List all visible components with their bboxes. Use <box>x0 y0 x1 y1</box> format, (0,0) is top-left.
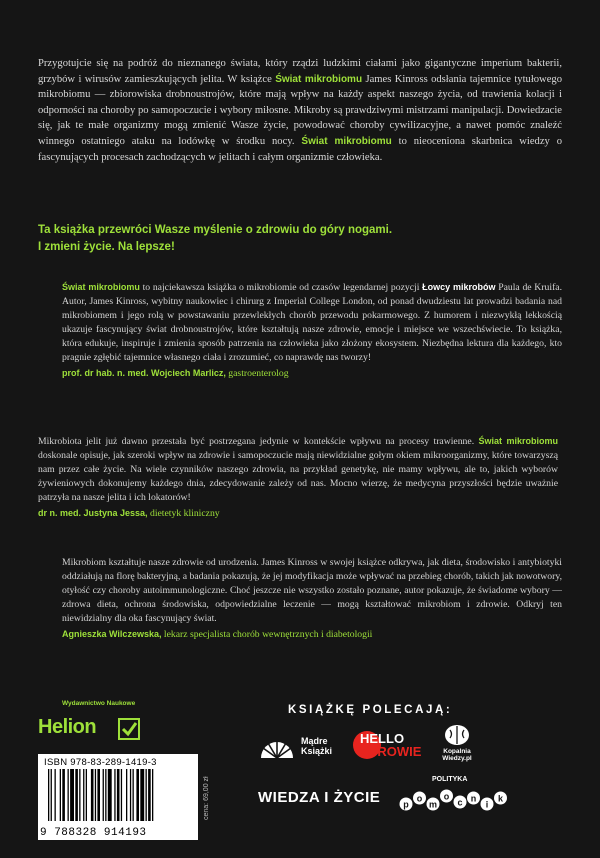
tagline-line-2: I zmieni życie. Na lepsze! <box>38 241 175 253</box>
quote-attribution <box>38 506 558 521</box>
svg-text:k: k <box>497 793 504 804</box>
tagline <box>38 222 562 256</box>
barcode-bar <box>60 769 61 821</box>
pomocnik-letter-badge <box>427 798 440 811</box>
quote-text: Mikrobiom kształtuje nasze zdrowie od urodzenia. James Kinross w swojej książce odkrywa, jak dieta, środowisko i antybiotyki oddziałują na florę bakteryjną, a badania pokazują, że jej modyfikacja może wpływać na przebieg chorób, takich jak nowotwory, otyłość czy choroby autoimmunologiczne. Choć jeszcze nie wszystko zostało poznane, autor pokazuje, że świadome wybory — zdrowa dieta, ochrona środowiska, odpowiedzialne leczenie — mogą kształtować mikrobiom i zdrowie. Odkryj ten niewidzialny dla oka fascynujący świat. <box>62 557 562 624</box>
pomocnik-letter-badge <box>454 796 467 809</box>
pomocnik-letter-badge <box>467 792 480 805</box>
logo-hello-zdrowie <box>352 728 424 764</box>
quote-text: to najciekawsza książka o mikrobiomie od czasów legendarnej pozycji <box>142 282 420 293</box>
publisher-name: Helion <box>38 716 97 738</box>
barcode-bar <box>108 769 112 821</box>
pomocnik-letter-badge <box>440 790 453 803</box>
ean-number: 9 788328 914193 <box>40 827 147 839</box>
publisher-subtitle: Wydawnictwo Naukowe <box>62 700 136 707</box>
logo-kopalnia-wiedzy <box>432 724 482 768</box>
barcode-bar <box>130 769 131 821</box>
barcode-bar <box>140 769 144 821</box>
svg-text:o: o <box>416 793 423 804</box>
pomocnik-letter-badge <box>481 798 494 811</box>
svg-text:i: i <box>485 799 489 810</box>
barcode-bar <box>70 769 74 821</box>
logo-polityka-pomocnik <box>398 776 518 816</box>
brain-icon <box>444 724 470 746</box>
quote-author-role: gastroenterolog <box>228 368 289 379</box>
barcode-bar <box>105 769 106 821</box>
pomocnik-letter-badge <box>400 798 413 811</box>
barcode-bar <box>148 769 151 821</box>
barcode-bar <box>62 769 65 821</box>
barcode-bar <box>68 769 69 821</box>
quote-author-role: dietetyk kliniczny <box>149 508 220 519</box>
endorsement-quote-1 <box>62 280 562 381</box>
barcode-bar <box>133 769 134 821</box>
quote-author: Agnieszka Wilczewska, <box>62 629 162 639</box>
barcode-bar <box>86 769 87 821</box>
recommend-heading: KSIĄŻKĘ POLECAJĄ: <box>288 704 453 716</box>
quote-text: Paula de Kruifa. Autor, James Kinross, wybitny naukowiec i chirurg z Imperial College London, od ponad dwudziestu lat prowadzi badania nad mikrobiomem i jego rolą w powstawaniu przewlekłych chorób przewodu pokarmowego. Z humorem i niezwykłą lekkością ukazuje fascynujący świat drobnoustrojów, które kształtują nasze zdrowie, emocje i miejsce we wszechświecie. To książka, która edukuje, inspiruje i zmienia sposób patrzenia na człowieka jako złożony ekosystem. Niezbędna lektura dla każdego, kto pragnie zgłębić tajemnice własnego ciała i zrozumieć, co naprawdę nas tworzy! <box>62 282 563 363</box>
logo-hello-text <box>360 732 421 758</box>
publisher-mark-icon <box>118 718 140 740</box>
logo-wiedza-i-zycie: WIEDZA I ŻYCIE <box>258 789 381 806</box>
barcode-bar <box>97 769 100 821</box>
book-title-highlight: Świat mikrobiomu <box>478 436 559 446</box>
logo-madre-text: Mądre Książki <box>301 736 333 756</box>
barcode-bar <box>83 769 84 821</box>
book-title-highlight: Świat mikrobiomu <box>62 282 140 292</box>
barcode-bar <box>79 769 80 821</box>
blurb-text-3: to nieoceniona skarbnica wiedzy o fascynujących procesach zachodzących w jelitach i całym organizmie człowieka. <box>38 135 562 163</box>
pomocnik-letter-badge <box>413 792 426 805</box>
main-blurb <box>38 56 562 165</box>
sunburst-icon <box>257 734 297 760</box>
barcode-bar <box>117 769 120 821</box>
svg-text:n: n <box>470 793 477 804</box>
logo-zdrowie-word: ZDROWIE <box>360 744 422 759</box>
blurb-text-2: James Kinross odsłania tajemnice tytułowego mikrobiomu — zbiorowiska drobnoustrojów, które mają wpływ na każdy aspekt naszego życia, od trawienia kolacji i odporności na choroby po samopoczucie i wybory miłosne. Mikroby są prawdziwymi mistrzami manipulacji. Dowiedzacie się, jak te małe organizmy mogą zmienić Wasze życie, powodować choroby cywilizacyjne, a nawet pomóc znaleźć winnego ostatniego ataku na lodówkę w środku nocy. <box>38 73 562 147</box>
quote-text: doskonale opisuje, jak szeroki wpływ na zdrowie i samopoczucie mają niewidzialne gołym okiem mikroorganizmy, które towarzyszą nam przez całe życie. Na wiele czynników naszego zdrowia, na przykład genetykę, nie mamy wpływu, ale to, jakich wyborów żywieniowych dokonujemy każdego dnia, zdecydowanie zależy od nas. Mocno wierzę, że medycyna przyszłości będzie uważnie patrzyła na nasze jelita i ich lokatorów! <box>38 450 558 503</box>
book-title-highlight: Świat mikrobiomu <box>301 135 392 147</box>
barcode-bar <box>146 769 147 821</box>
barcode-bar <box>75 769 78 821</box>
endorsement-quote-2 <box>38 434 558 521</box>
barcode-bar <box>126 769 127 821</box>
quote-author: prof. dr hab. n. med. Wojciech Marlicz, <box>62 368 226 378</box>
barcode-bar <box>95 769 96 821</box>
barcode-bar <box>51 769 52 821</box>
svg-text:c: c <box>457 797 463 808</box>
svg-text:m: m <box>428 799 438 810</box>
referenced-book-title: Łowcy mikrobów <box>422 282 496 292</box>
price-code: cena: 69,00 zł <box>203 776 210 820</box>
quote-text: Mikrobiota jelit już dawno przestała być postrzegana jedynie w kontekście wpływu na procesy trawienne. <box>38 436 475 447</box>
barcode-bar <box>48 769 49 821</box>
endorsement-quote-3 <box>62 556 562 642</box>
barcode-bar <box>91 769 94 821</box>
quote-author-role: lekarz specjalista chorób wewnętrznych i diabetologii <box>163 629 373 640</box>
publisher-logo <box>38 700 148 748</box>
isbn-number: ISBN 978-83-289-1419-3 <box>44 757 157 768</box>
barcode-bar <box>121 769 122 821</box>
pomocnik-letters <box>398 786 518 816</box>
logo-polityka-text: POLITYKA <box>432 776 468 783</box>
barcode-bar <box>55 769 56 821</box>
svg-text:o: o <box>443 791 450 802</box>
logo-kopalnia-text: Kopalnia Wiedzy.pl <box>442 748 472 762</box>
logo-hello-word: HELLO <box>360 731 405 746</box>
book-title-highlight: Świat mikrobiomu <box>275 73 363 85</box>
logo-madre-ksiazki <box>255 732 345 762</box>
quote-attribution <box>62 627 562 642</box>
quote-attribution <box>62 366 562 381</box>
blurb-text-1: Przygotujcie się na podróż do nieznanego świata, który rządzi ludzkimi ciałami jako gigantyczne imperium bakterii, grzybów i wirusów zamieszkujących jelita. W książce <box>38 58 562 85</box>
barcode-bar <box>114 769 115 821</box>
svg-text:p: p <box>403 799 409 810</box>
barcode-bar <box>152 769 153 821</box>
quote-author: dr n. med. Justyna Jessa, <box>38 508 148 518</box>
pomocnik-letter-badge <box>494 792 507 805</box>
isbn-barcode <box>38 754 198 840</box>
tagline-line-1: Ta książka przewróci Wasze myślenie o zdrowiu do góry nogami. <box>38 224 393 236</box>
barcode-bar <box>136 769 139 821</box>
barcode-bars <box>48 769 192 821</box>
barcode-bar <box>103 769 104 821</box>
